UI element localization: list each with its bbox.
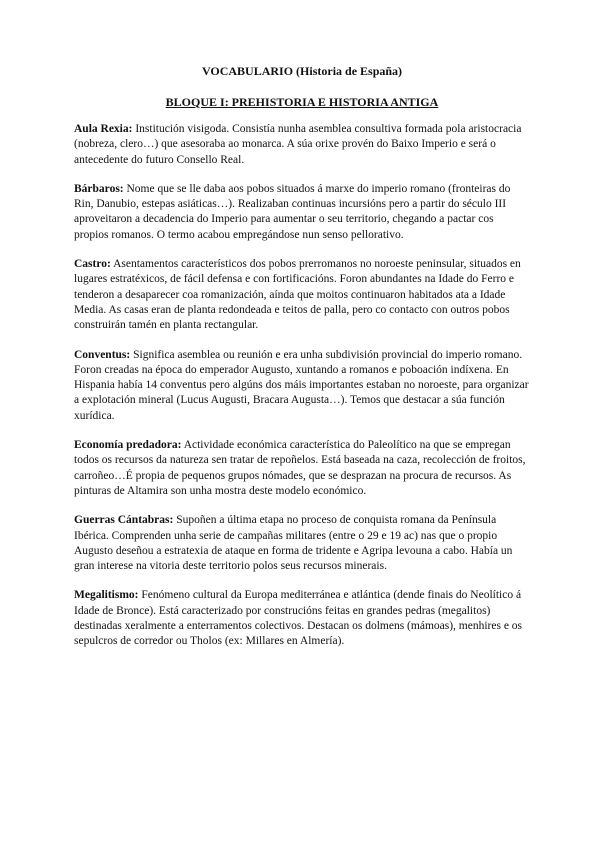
term-label: Guerras Cántabras:	[74, 514, 174, 527]
entry-megalitismo	[74, 588, 530, 649]
term-label: Conventus:	[74, 348, 131, 361]
term-definition: Institución visigoda. Consistía nunha asemblea consultiva formada pola aristocracia (nobreza, clero…) que asesoraba ao monarca. A súa orixe provén do Baixo Imperio e será o antecedente do futuro Consello Real.	[74, 123, 522, 166]
term-label: Economía predadora:	[74, 439, 182, 452]
entry-barbaros	[74, 182, 530, 243]
term-definition: Actividade económica característica do Paleolítico na que se empregan todos os recursos da natureza sen tratar de repoñelos. Está baseada na caza, recolección de froitos, carroñeo…É propia de pequenos grupos nómades, que se desprazan na procura de recursos. As pinturas de Altamira son unha mostra deste modelo económico.	[74, 439, 526, 497]
term-definition: Fenómeno cultural da Europa mediterránea e atlántica (dende finais do Neolítico á Idade de Bronce). Está caracterizado por construcións feitas en grandes pedras (megalitos) destinadas xeralmente a enterramentos colectivos. Destacan os dolmens (mámoas), menhires e os sepulcros de corredor ou Tholos (ex: Millares en Almería).	[74, 589, 523, 648]
term-label: Megalitismo:	[74, 589, 139, 602]
term-label: Bárbaros:	[74, 182, 124, 195]
term-definition: Supoñen a última etapa no proceso de conquista romana da Península Ibérica. Comprenden unha serie de campañas militares (entre o 29 e 19 ac) nas que o propio Augusto deseñou a estratexia de ataque en forma de tridente e Agripa levouna a cabo. Había un gran interese na vitoria deste territorio polos seus recursos minerais.	[74, 514, 513, 573]
section-heading: BLOQUE I: PREHISTORIA E HISTORIA ANTIGA	[165, 95, 439, 109]
document-title: VOCABULARIO (Historia de España)	[201, 64, 403, 78]
entry-conventus	[74, 348, 530, 424]
entry-castro	[74, 257, 530, 333]
term-label: Aula Rexia:	[74, 123, 133, 135]
term-label: Castro:	[74, 258, 111, 271]
term-definition: Asentamentos característicos dos pobos prerromanos no noroeste peninsular, situados en lugares estratéxicos, de fácil defensa e con fortificacións. Foron abundantes na Idade do Ferro e tenderon a desaparecer coa romanización, aínda que moitos continuaron habitados ata a Idade Media. As casas eran de planta redondeada e teitos de palla, pero co contacto con outros pobos construirán tamén en planta rectangular.	[74, 258, 521, 332]
entry-guerras-cantabras	[74, 513, 530, 574]
entry-aula-rexia	[74, 122, 530, 168]
term-definition: Significa asemblea ou reunión e era unha subdivisión provincial do imperio romano. Foron creadas na época do emperador Augusto, xuntando a romanos e poboación indíxena. En Hispania había 14 conventus pero algúns dos máis importantes estaban no noroeste, para organizar a explotación mineral (Lucus Augusti, Bracara Augusta…). Temos que destacar a súa función xurídica.	[74, 348, 529, 422]
term-definition: Nome que se lle daba aos pobos situados á marxe do imperio romano (fronteiras do Rin, Danubio, estepas asiáticas…). Realizaban continuas incursións pero a partir do século III aproveitaron a decadencia do Imperio para aumentar o seu territorio, chegando a pactar cos propios romanos. O termo acabou empregándose nun senso pellorativo.	[74, 182, 511, 241]
document-page	[74, 64, 530, 664]
entry-economia-predadora	[74, 438, 530, 499]
